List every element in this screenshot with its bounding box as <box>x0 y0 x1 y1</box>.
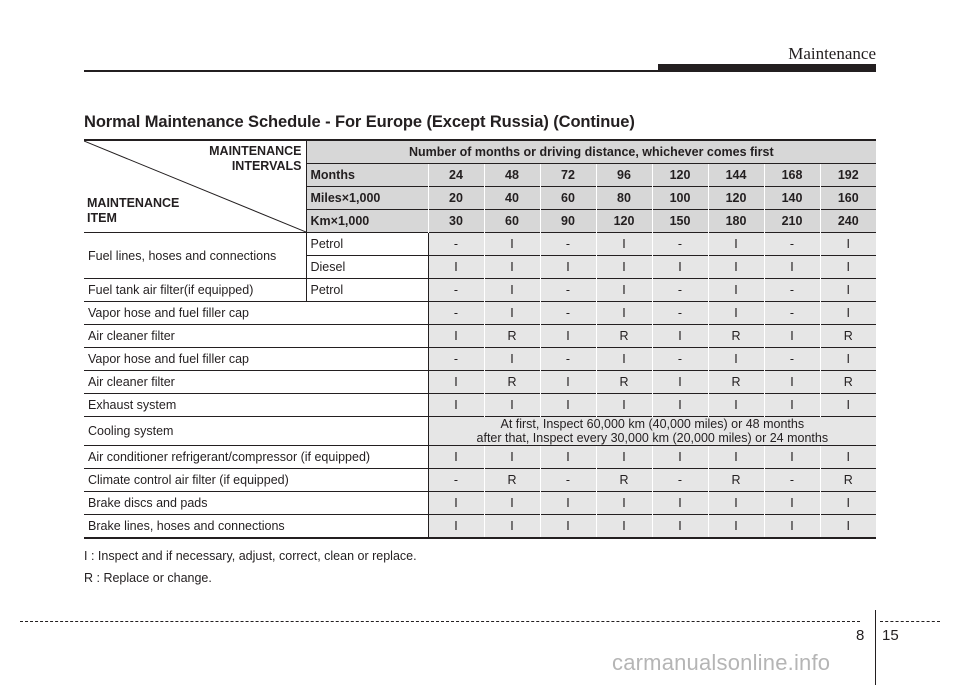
schedule-value: - <box>428 279 484 302</box>
interval-value: 100 <box>652 187 708 210</box>
schedule-value: I <box>596 279 652 302</box>
schedule-value: I <box>652 256 708 279</box>
corner-top-line1: MAINTENANCE <box>209 144 302 158</box>
schedule-value: I <box>540 515 596 539</box>
schedule-value: I <box>708 233 764 256</box>
schedule-value: I <box>764 492 820 515</box>
schedule-value: R <box>820 469 876 492</box>
interval-value: 60 <box>484 210 540 233</box>
interval-value: 90 <box>540 210 596 233</box>
maintenance-schedule-table <box>84 139 876 539</box>
corner-bottom-line1: MAINTENANCE <box>87 196 180 210</box>
schedule-value: - <box>540 348 596 371</box>
schedule-value: I <box>652 371 708 394</box>
fuel-type: Petrol <box>306 233 428 256</box>
table-row <box>84 371 876 394</box>
schedule-value: I <box>428 515 484 539</box>
schedule-value: R <box>820 371 876 394</box>
interval-value: 140 <box>764 187 820 210</box>
schedule-value: I <box>820 394 876 417</box>
schedule-value: I <box>428 446 484 469</box>
page-title: Normal Maintenance Schedule - For Europe (Except Russia) (Continue) <box>84 113 635 131</box>
schedule-value: I <box>428 256 484 279</box>
schedule-value: I <box>820 256 876 279</box>
interval-value: 160 <box>820 187 876 210</box>
schedule-value: I <box>820 446 876 469</box>
schedule-value: R <box>484 371 540 394</box>
schedule-value: R <box>484 469 540 492</box>
schedule-value: I <box>428 394 484 417</box>
table-row <box>84 233 876 256</box>
schedule-value: I <box>596 302 652 325</box>
schedule-value: - <box>540 469 596 492</box>
item-label: Brake lines, hoses and connections <box>84 515 428 539</box>
schedule-value: I <box>484 302 540 325</box>
schedule-value: - <box>428 302 484 325</box>
item-label: Brake discs and pads <box>84 492 428 515</box>
interval-value: 24 <box>428 164 484 187</box>
header-row-span <box>84 140 876 164</box>
interval-value: 60 <box>540 187 596 210</box>
schedule-value: I <box>596 256 652 279</box>
schedule-value: - <box>764 279 820 302</box>
schedule-value: I <box>764 256 820 279</box>
interval-value: 192 <box>820 164 876 187</box>
interval-value: 120 <box>596 210 652 233</box>
schedule-value: I <box>764 394 820 417</box>
schedule-value: I <box>652 515 708 539</box>
schedule-value: I <box>484 394 540 417</box>
schedule-value: I <box>484 348 540 371</box>
interval-value: 40 <box>484 187 540 210</box>
schedule-value: I <box>708 446 764 469</box>
schedule-value: - <box>540 279 596 302</box>
schedule-value: I <box>652 446 708 469</box>
schedule-value: I <box>596 515 652 539</box>
schedule-value: - <box>428 348 484 371</box>
schedule-value: R <box>708 325 764 348</box>
item-label: Fuel lines, hoses and connections <box>84 233 306 279</box>
item-label: Cooling system <box>84 417 428 446</box>
footer-rule <box>20 621 860 622</box>
schedule-value: R <box>596 469 652 492</box>
schedule-value: R <box>596 371 652 394</box>
schedule-value: I <box>764 325 820 348</box>
schedule-value: I <box>428 492 484 515</box>
schedule-value: I <box>540 325 596 348</box>
cooling-line1: At first, Inspect 60,000 km (40,000 miles) or 48 months <box>500 417 805 431</box>
corner-bottom-line2: ITEM <box>87 211 117 225</box>
item-label: Air cleaner filter <box>84 325 428 348</box>
note-replace: R : Replace or change. <box>84 571 212 585</box>
cooling-line2: after that, Inspect every 30,000 km (20,000 miles) or 24 months <box>476 431 829 445</box>
corner-top-line2: INTERVALS <box>231 159 302 173</box>
corner-item-label <box>87 196 179 226</box>
table-row <box>84 469 876 492</box>
table-row <box>84 492 876 515</box>
schedule-value: - <box>764 348 820 371</box>
table-row <box>84 417 876 446</box>
schedule-value: I <box>596 492 652 515</box>
schedule-value: - <box>652 348 708 371</box>
schedule-value: I <box>540 394 596 417</box>
page-number-divider <box>875 610 876 685</box>
interval-value: 240 <box>820 210 876 233</box>
schedule-value: I <box>428 325 484 348</box>
schedule-value: - <box>764 233 820 256</box>
interval-value: 168 <box>764 164 820 187</box>
interval-value: 210 <box>764 210 820 233</box>
schedule-value: I <box>708 348 764 371</box>
schedule-value: - <box>652 302 708 325</box>
interval-value: 48 <box>484 164 540 187</box>
fuel-type: Petrol <box>306 279 428 302</box>
schedule-value: I <box>708 492 764 515</box>
table-row <box>84 348 876 371</box>
schedule-value: I <box>820 515 876 539</box>
schedule-value: I <box>484 492 540 515</box>
schedule-value: - <box>652 469 708 492</box>
schedule-value: R <box>596 325 652 348</box>
interval-value: 144 <box>708 164 764 187</box>
schedule-value: I <box>484 256 540 279</box>
item-label: Vapor hose and fuel filler cap <box>84 348 428 371</box>
header-bar <box>658 64 876 72</box>
header-section-title: Maintenance <box>788 44 876 63</box>
schedule-value: - <box>764 469 820 492</box>
schedule-value: I <box>484 279 540 302</box>
schedule-value: - <box>428 469 484 492</box>
schedule-value: - <box>652 233 708 256</box>
item-label: Exhaust system <box>84 394 428 417</box>
schedule-value: I <box>764 371 820 394</box>
schedule-value: I <box>596 394 652 417</box>
interval-label: Miles×1,000 <box>306 187 428 210</box>
table-row <box>84 394 876 417</box>
schedule-value: R <box>708 469 764 492</box>
watermark: carmanualsonline.info <box>612 650 831 675</box>
item-label: Fuel tank air filter(if equipped) <box>84 279 306 302</box>
interval-value: 180 <box>708 210 764 233</box>
schedule-value: I <box>820 233 876 256</box>
schedule-value: - <box>428 233 484 256</box>
schedule-value: I <box>764 446 820 469</box>
table-row <box>84 279 876 302</box>
interval-value: 20 <box>428 187 484 210</box>
footer-rule-right <box>880 621 940 622</box>
interval-label: Months <box>306 164 428 187</box>
schedule-value: I <box>764 515 820 539</box>
table-row <box>84 515 876 539</box>
schedule-value: I <box>652 325 708 348</box>
item-label: Air cleaner filter <box>84 371 428 394</box>
corner-intervals-label <box>209 144 301 174</box>
schedule-value: I <box>652 394 708 417</box>
schedule-value: I <box>540 446 596 469</box>
schedule-value: - <box>652 279 708 302</box>
schedule-value: I <box>540 256 596 279</box>
page-number: 15 <box>882 627 899 644</box>
chapter-number: 8 <box>856 627 865 644</box>
schedule-value: - <box>540 302 596 325</box>
item-label: Climate control air filter (if equipped) <box>84 469 428 492</box>
schedule-value: I <box>428 371 484 394</box>
schedule-value: I <box>708 394 764 417</box>
fuel-type: Diesel <box>306 256 428 279</box>
item-label: Vapor hose and fuel filler cap <box>84 302 428 325</box>
table-row <box>84 302 876 325</box>
schedule-value: I <box>820 279 876 302</box>
schedule-value: I <box>484 515 540 539</box>
schedule-value: - <box>764 302 820 325</box>
note-inspect: I : Inspect and if necessary, adjust, correct, clean or replace. <box>84 549 417 563</box>
schedule-value: I <box>820 302 876 325</box>
cooling-schedule-note <box>428 417 876 446</box>
schedule-value: I <box>652 492 708 515</box>
schedule-value: I <box>484 446 540 469</box>
header-rule <box>84 70 658 72</box>
table-row <box>84 446 876 469</box>
table-corner-cell <box>84 140 306 233</box>
interval-label: Km×1,000 <box>306 210 428 233</box>
schedule-value: R <box>484 325 540 348</box>
interval-value: 120 <box>652 164 708 187</box>
item-label: Air conditioner refrigerant/compressor (if equipped) <box>84 446 428 469</box>
schedule-value: I <box>820 492 876 515</box>
schedule-value: - <box>540 233 596 256</box>
interval-value: 30 <box>428 210 484 233</box>
schedule-value: I <box>596 233 652 256</box>
schedule-value: I <box>820 348 876 371</box>
interval-value: 150 <box>652 210 708 233</box>
schedule-value: I <box>708 256 764 279</box>
schedule-value: I <box>596 348 652 371</box>
schedule-value: I <box>596 446 652 469</box>
schedule-value: I <box>540 492 596 515</box>
schedule-value: I <box>484 233 540 256</box>
interval-value: 80 <box>596 187 652 210</box>
span-header: Number of months or driving distance, whichever comes first <box>306 140 876 164</box>
interval-value: 72 <box>540 164 596 187</box>
schedule-value: I <box>708 302 764 325</box>
interval-value: 120 <box>708 187 764 210</box>
schedule-value: R <box>708 371 764 394</box>
interval-value: 96 <box>596 164 652 187</box>
schedule-value: I <box>708 515 764 539</box>
schedule-value: R <box>820 325 876 348</box>
schedule-value: I <box>540 371 596 394</box>
schedule-value: I <box>708 279 764 302</box>
table-row <box>84 325 876 348</box>
